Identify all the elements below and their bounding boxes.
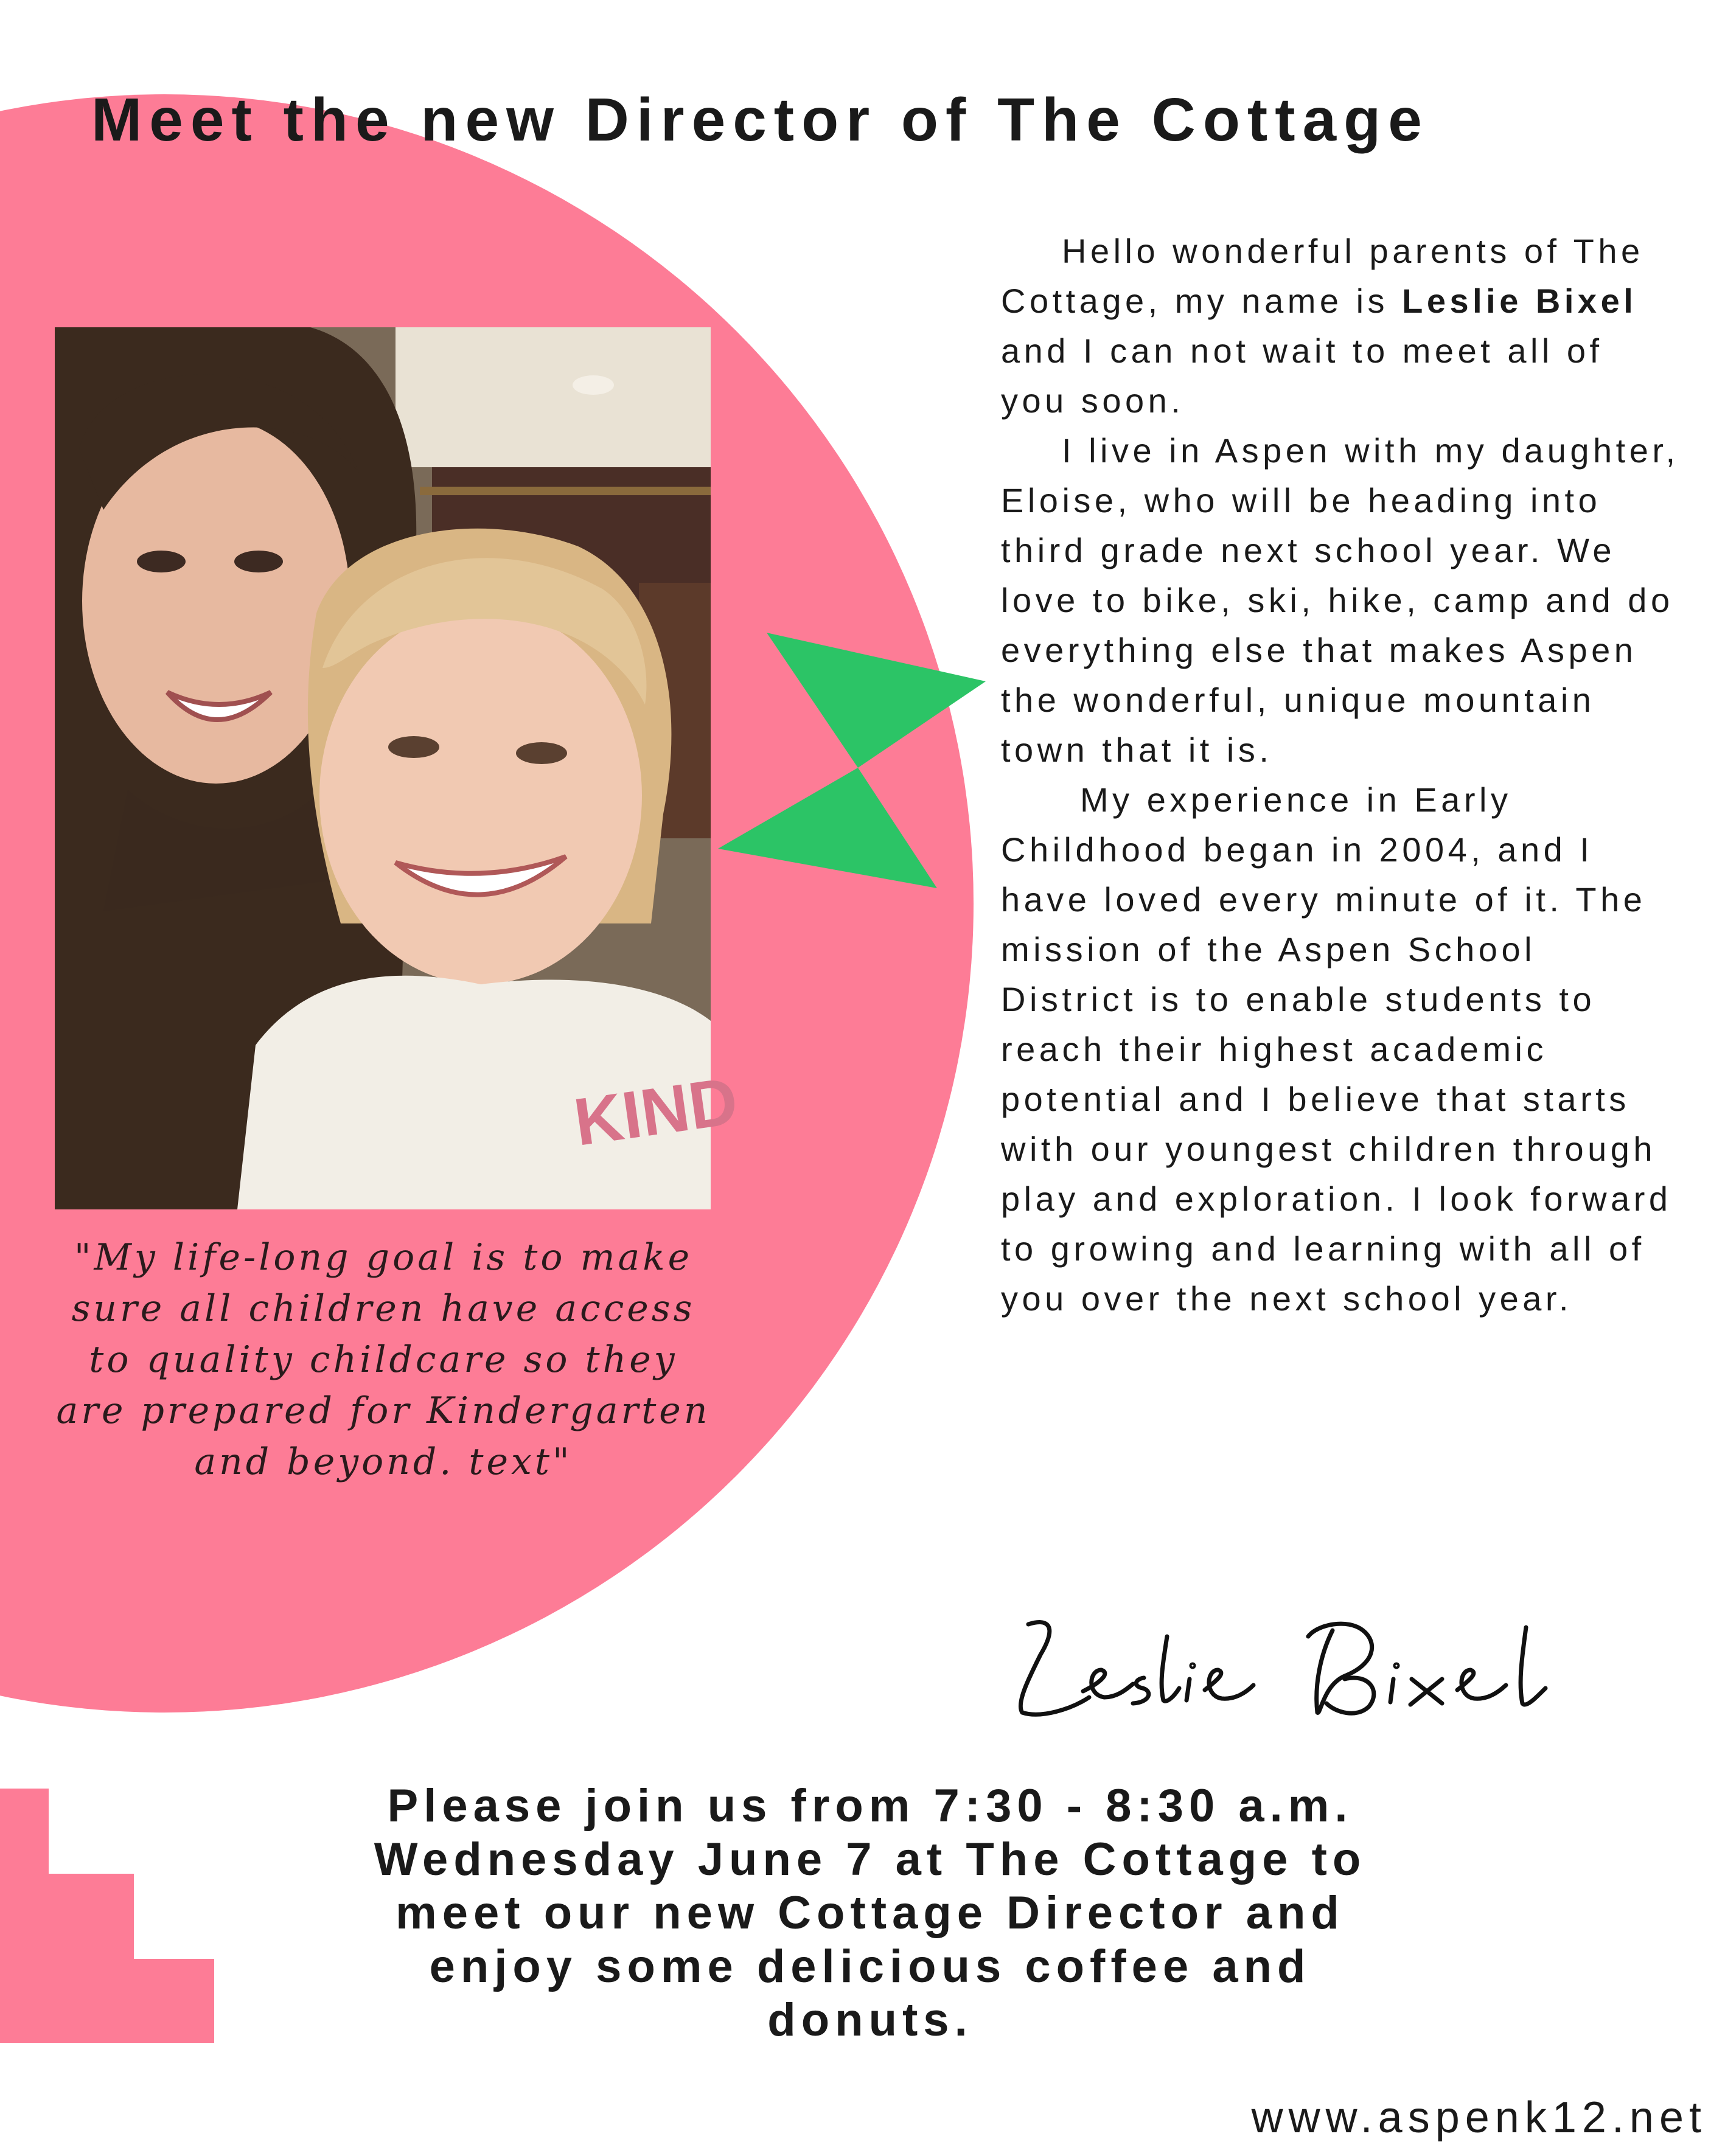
quote-line: and beyond. text" (194, 1441, 573, 1483)
letter-paragraph-1: Hello wonderful parents of The Cottage, my name is Leslie Bixel and I can not wait to meet all of you soon. (1001, 232, 1644, 420)
director-quote (55, 1232, 712, 1487)
page-title: Meet the new Director of The Cottage (91, 86, 1429, 154)
quote-line: to quality childcare so they (89, 1338, 678, 1381)
signature-image (1004, 1612, 1588, 1728)
green-triangles-decoration (718, 633, 986, 900)
letter-body (1001, 226, 1682, 1324)
director-photo (55, 327, 742, 1209)
director-name: Leslie Bixel (1402, 282, 1637, 320)
event-line: Please join us from 7:30 - 8:30 a.m. (387, 1780, 1353, 1832)
pink-steps-shape (0, 1789, 219, 2044)
quote-line: sure all children have access (71, 1287, 695, 1330)
letter-paragraph-2: I live in Aspen with my daughter, Eloise, who will be heading into third grade next school year. We love to bike, ski, hike, camp and do everything else that makes Aspen the wonderful, unique mountain town that it is. (1001, 431, 1679, 769)
event-line: meet our new Cottage Director and (396, 1887, 1345, 1939)
event-line: enjoy some delicious coffee and (429, 1941, 1311, 1992)
event-line: Wednesday June 7 at The Cottage to (374, 1834, 1367, 1885)
quote-line: "My life-long goal is to make (74, 1236, 693, 1279)
event-line: donuts. (767, 1994, 973, 2046)
quote-line: are prepared for Kindergarten (56, 1389, 711, 1432)
svg-text:KIND: KIND (570, 1063, 742, 1160)
website-link[interactable]: www.aspenk12.net (1251, 2093, 1707, 2142)
event-announcement (262, 1779, 1479, 2047)
letter-paragraph-3: My experience in Early Childhood began in 2004, and I have loved every minute of it. The mission of the Aspen School District is to enable students to reach their highest academic potential and I believe that starts with our youngest children through play and exploration. I look forward to growing and learning with all of you over the next school year. (1001, 781, 1672, 1318)
